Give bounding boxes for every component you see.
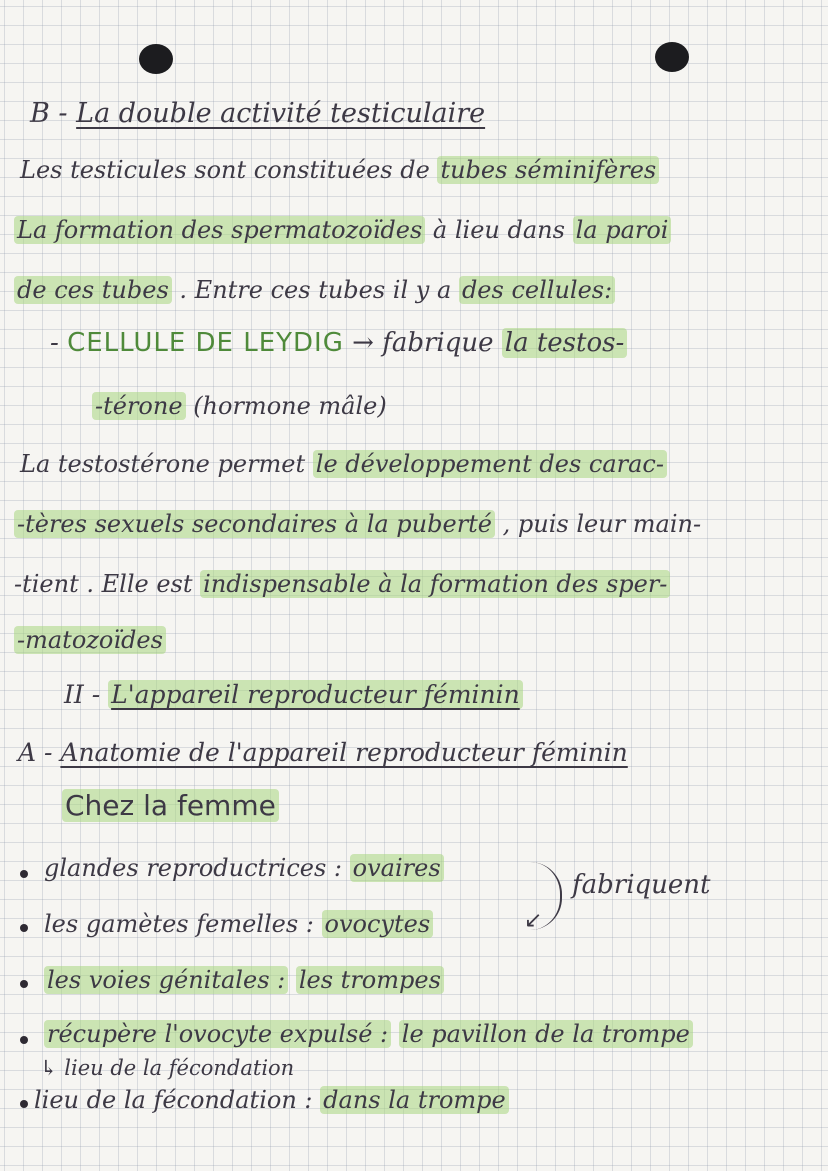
section-ii-title: L'appareil reproducteur féminin — [108, 680, 523, 709]
subtitle-line — [62, 789, 279, 822]
line-1-part-a: Les testicules sont constituées de — [20, 156, 430, 184]
line-4-dash: - — [50, 328, 59, 358]
bullet-4-subnote-text: ↳ lieu de la fécondation — [40, 1056, 295, 1080]
leydig-cell-label: CELLULE DE LEYDIG — [67, 328, 344, 358]
text-line-3 — [14, 278, 615, 302]
bullet-dot-1 — [20, 870, 28, 878]
bullet-3-highlight-a: les voies génitales : — [44, 966, 288, 994]
bullet-5 — [34, 1088, 509, 1112]
brace-note — [572, 872, 710, 898]
line-8-part-b: . Elle est — [86, 570, 193, 598]
bullet-4 — [44, 1022, 693, 1046]
line-6-highlight-b: le développement des carac- — [313, 450, 667, 478]
bullet-5-highlight: dans la trompe — [320, 1086, 509, 1114]
bullet-2-part-a: les gamètes femelles : — [44, 910, 314, 938]
bullet-1-part-a: glandes reproductrices : — [44, 854, 343, 882]
line-3-part-b: . Entre ces tubes il y a — [179, 276, 452, 304]
bullet-dot-5 — [20, 1100, 28, 1108]
bullet-3 — [44, 968, 444, 992]
bullet-2-highlight: ovocytes — [322, 910, 434, 938]
line-3-highlight-a: de ces tubes — [14, 276, 172, 304]
section-a-letter: A - — [18, 738, 53, 767]
line-4-highlight-c: la testos- — [502, 328, 628, 358]
line-3-highlight-c: des cellules: — [459, 276, 615, 304]
text-line-9 — [14, 628, 166, 652]
line-2-part-b: à lieu dans — [432, 216, 565, 244]
section-b-heading — [30, 100, 485, 127]
bullet-dot-3 — [20, 980, 28, 988]
bullet-dot-2 — [20, 924, 28, 932]
subtitle-chez-la-femme: Chez la femme — [62, 789, 279, 822]
text-line-8 — [14, 572, 670, 596]
line-7-part-b: , puis leur main- — [502, 510, 702, 538]
section-a-title: Anatomie de l'appareil reproducteur féminin — [60, 738, 628, 767]
line-9-highlight-a: -matozoïdes — [14, 626, 166, 654]
text-line-7 — [14, 512, 701, 536]
section-ii-heading — [64, 682, 523, 707]
bullet-1-highlight: ovaires — [350, 854, 444, 882]
text-line-2 — [14, 218, 671, 242]
section-b-letter: B - — [30, 98, 68, 129]
line-8-highlight-c: indispensable à la formation des sper- — [200, 570, 670, 598]
section-ii-numeral: II - — [64, 680, 101, 709]
bullet-3-highlight-b: les trompes — [296, 966, 444, 994]
line-6-part-a: La testostérone permet — [20, 450, 306, 478]
line-2-highlight-c: la paroi — [573, 216, 672, 244]
brace-arrow-icon: ↙ — [524, 908, 543, 933]
line-5-highlight-a: -térone — [92, 392, 186, 420]
bullet-dot-4 — [20, 1036, 28, 1044]
text-line-1 — [20, 158, 659, 182]
binder-hole-left — [139, 44, 173, 74]
bullet-4-highlight-a: récupère l'ovocyte expulsé : — [44, 1020, 391, 1048]
section-a-heading — [18, 740, 628, 765]
line-4-part-b: → fabrique — [352, 328, 494, 358]
section-b-title: La double activité testiculaire — [76, 98, 486, 129]
bullet-4-highlight-b: le pavillon de la trompe — [399, 1020, 693, 1048]
text-line-5 — [92, 394, 387, 418]
line-1-highlight: tubes séminifères — [437, 156, 659, 184]
text-line-4 — [50, 330, 627, 356]
brace-note-text: fabriquent — [572, 870, 711, 900]
bullet-4-subnote — [40, 1058, 294, 1079]
line-2-highlight-a: La formation des spermatozoïdes — [14, 216, 425, 244]
binder-hole-right — [655, 42, 689, 72]
line-8-part-a: -tient — [14, 570, 79, 598]
bullet-2 — [44, 912, 433, 936]
bullet-1 — [44, 856, 444, 880]
text-line-6 — [20, 452, 667, 476]
bullet-5-part-a: lieu de la fécondation : — [34, 1086, 313, 1114]
line-7-highlight-a: -tères sexuels secondaires à la puberté — [14, 510, 495, 538]
line-5-part-b: (hormone mâle) — [193, 392, 387, 420]
